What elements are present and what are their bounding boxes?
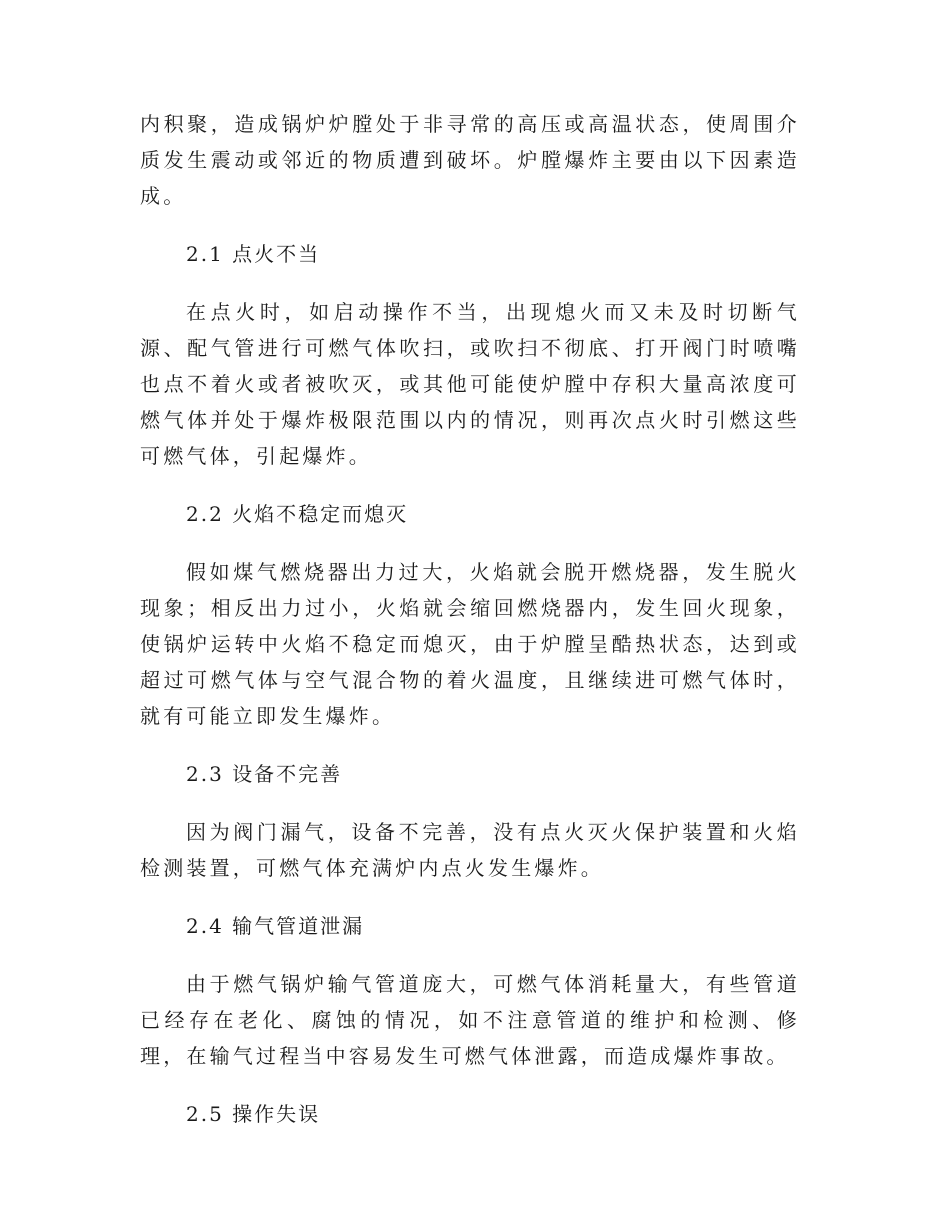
- section-heading: 2.4 输气管道泄漏: [186, 914, 365, 938]
- body-paragraph: 因为阀门漏气，设备不完善，没有点火灭火保护装置和火焰检测装置，可燃气体充满炉内点火发生爆炸。: [140, 820, 800, 880]
- section-heading: 2.3 设备不完善: [186, 762, 343, 786]
- section-heading: 2.5 操作失误: [186, 1102, 321, 1126]
- body-paragraph: 在点火时，如启动操作不当，出现熄火而又未及时切断气源、配气管进行可燃气体吹扫，或吹扫不彻底、打开阀门时喷嘴也点不着火或者被吹灭，或其他可能使炉膛中存积大量高浓度可燃气体并处于爆炸极限范围以内的情况，则再次点火时引燃这些可燃气体，引起爆炸。: [140, 300, 800, 468]
- body-paragraph: 由于燃气锅炉输气管道庞大，可燃气体消耗量大，有些管道已经存在老化、腐蚀的情况，如不注意管道的维护和检测、修理，在输气过程当中容易发生可燃气体泄露，而造成爆炸事故。: [140, 972, 800, 1068]
- body-paragraph: 内积聚，造成锅炉炉膛处于非寻常的高压或高温状态，使周围介质发生震动或邻近的物质遭到破坏。炉膛爆炸主要由以下因素造成。: [140, 112, 800, 208]
- document-body: [140, 106, 800, 1154]
- section-heading: 2.1 点火不当: [186, 242, 321, 266]
- section-heading: 2.2 火焰不稳定而熄灭: [186, 502, 409, 526]
- body-paragraph: 假如煤气燃烧器出力过大，火焰就会脱开燃烧器，发生脱火现象；相反出力过小，火焰就会缩回燃烧器内，发生回火现象，使锅炉运转中火焰不稳定而熄灭，由于炉膛呈酷热状态，达到或超过可燃气体与空气混合物的着火温度，且继续进可燃气体时，就有可能立即发生爆炸。: [140, 560, 800, 728]
